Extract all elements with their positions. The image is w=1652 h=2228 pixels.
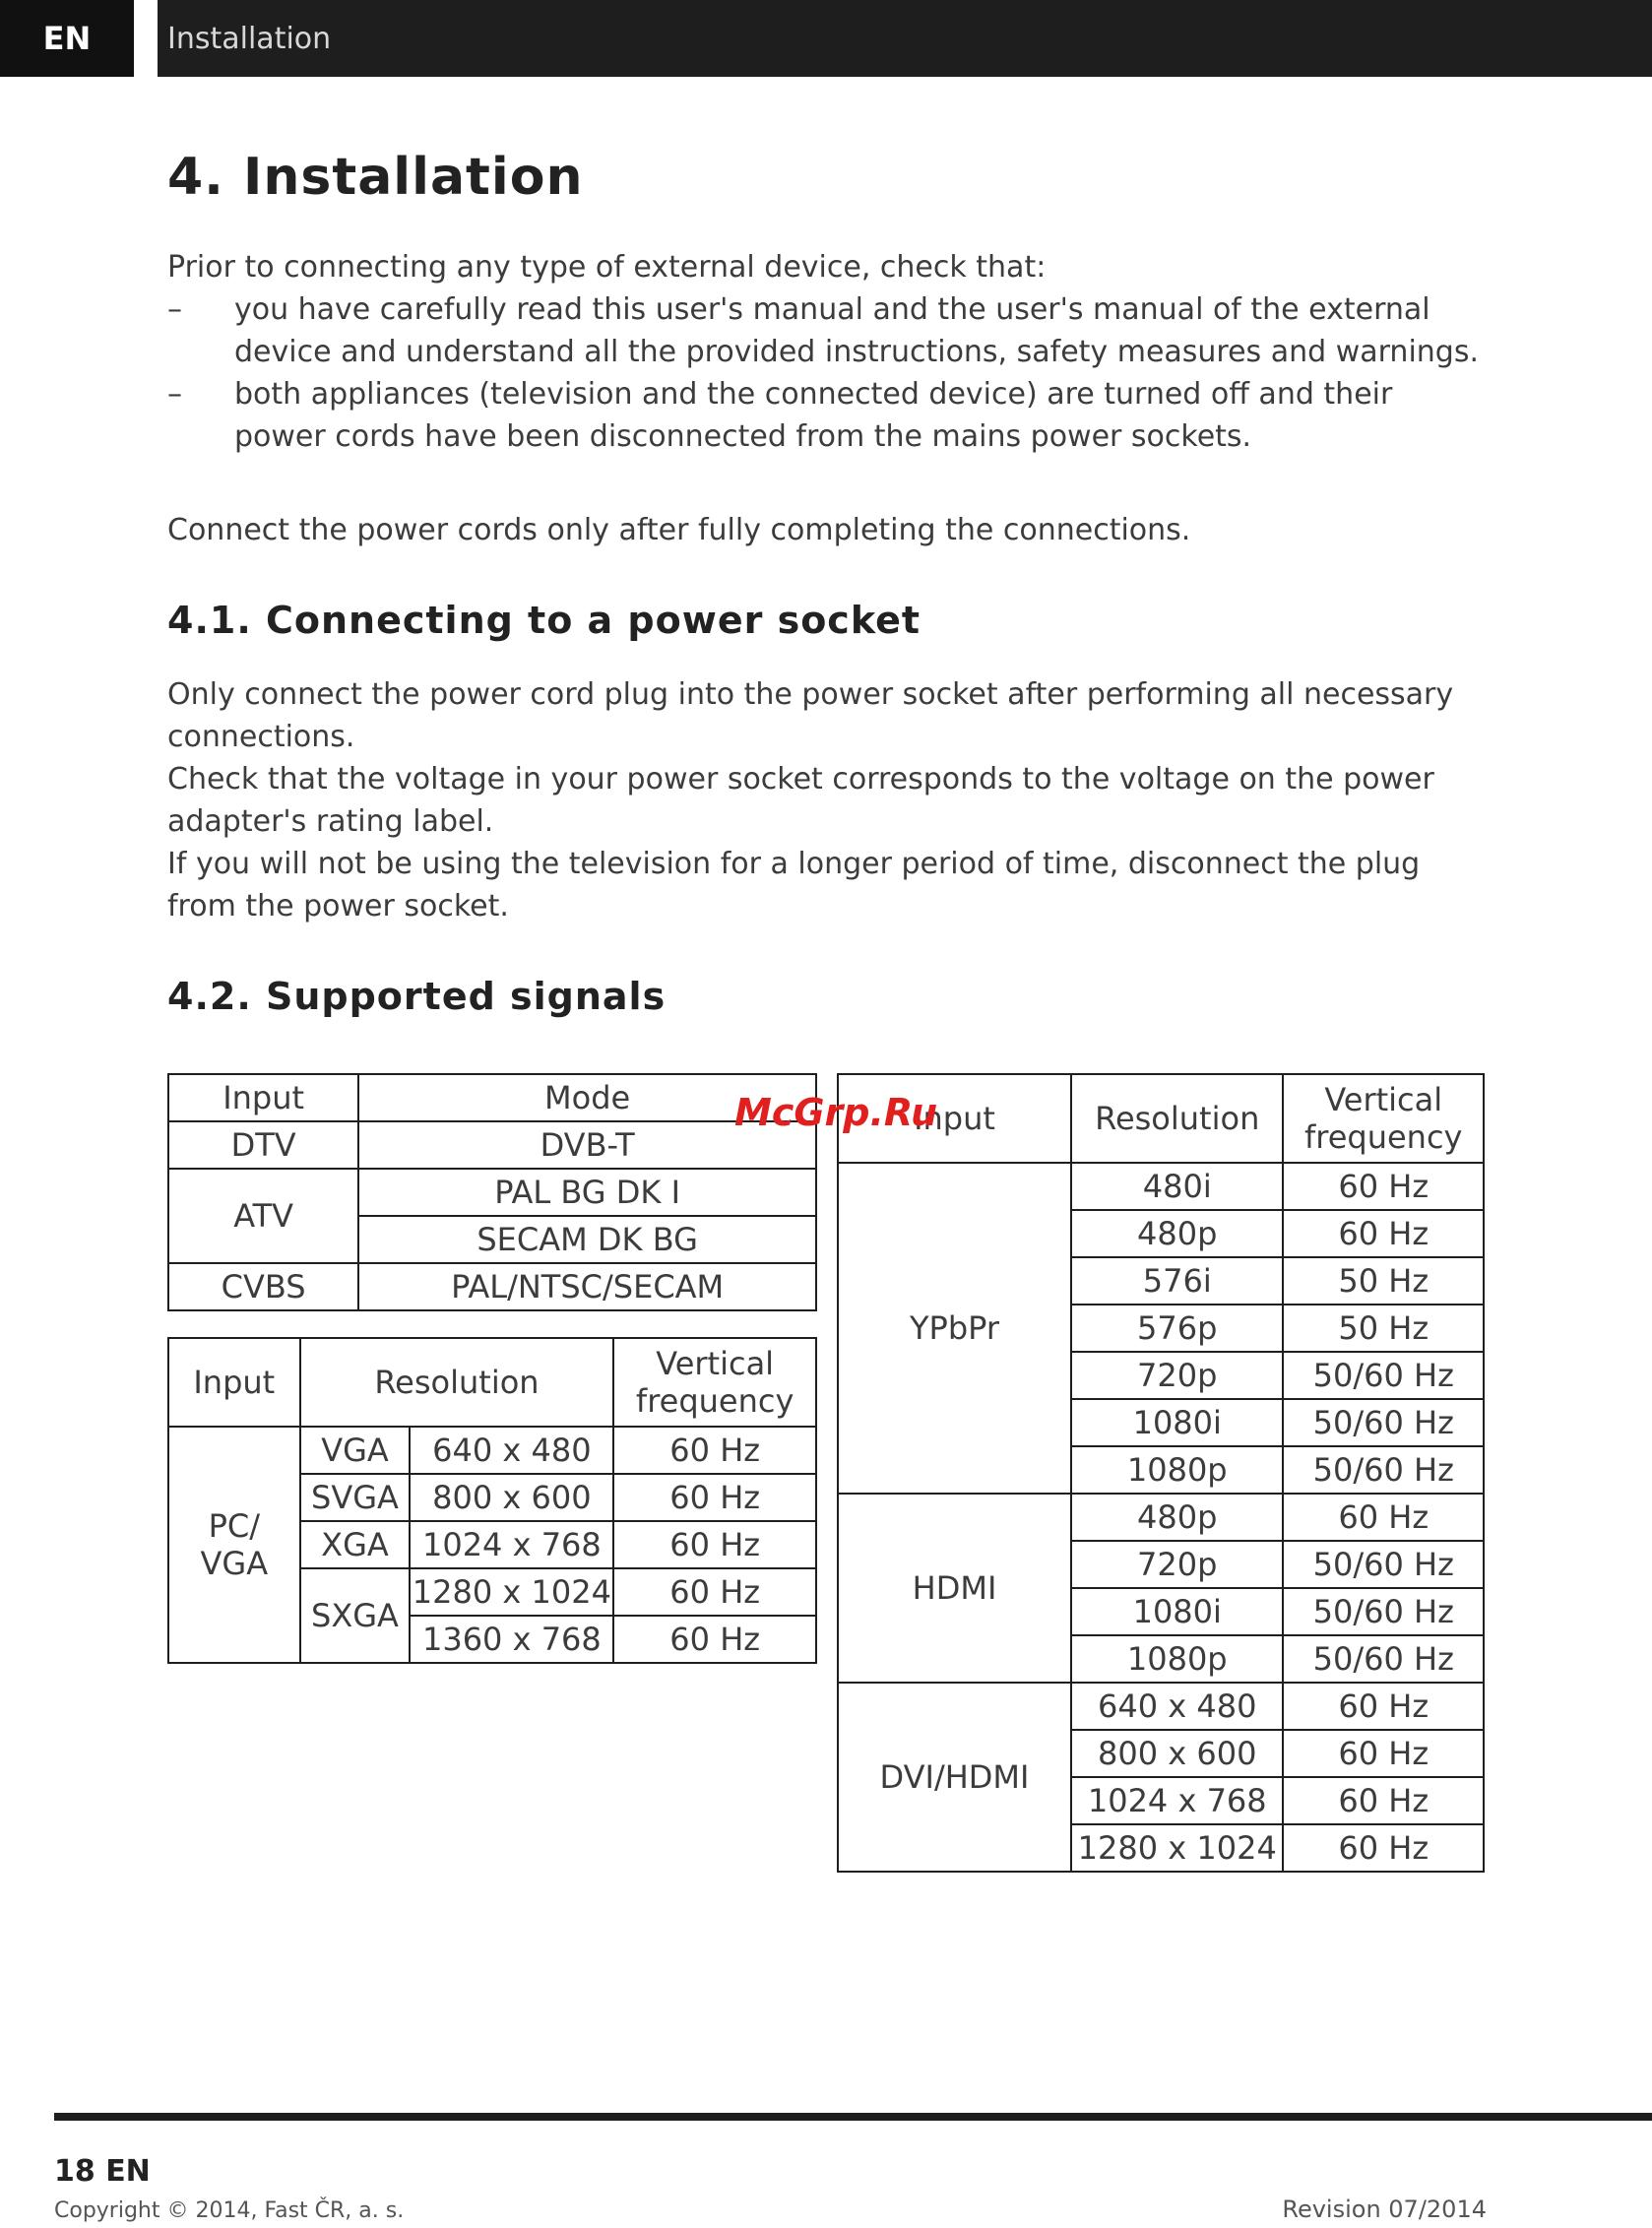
table-cell: 720p [1071,1352,1283,1399]
table-cell: 60 Hz [613,1616,816,1663]
table-cell: 480p [1071,1494,1283,1541]
table-cell: 1080p [1071,1446,1283,1494]
paragraph: Only connect the power cord plug into the power socket after performing all necessary connections. [167,677,1454,754]
table-cell: 800 x 600 [1071,1730,1283,1777]
list-item-text: both appliances (television and the connected device) are turned off and their power cords have been disconnected from the mains power sockets. [234,377,1393,454]
table-header: Input [168,1074,358,1121]
table-cell: 576p [1071,1305,1283,1352]
pc-table [167,1337,817,1664]
header-bar [0,0,1652,77]
table-cell: 50/60 Hz [1283,1446,1484,1494]
table-row [168,1074,816,1121]
table-cell: 50/60 Hz [1283,1399,1484,1446]
list-item-text: you have carefully read this user's manual and the user's manual of the external device and understand all the provided instructions, safety measures and warnings. [234,292,1479,369]
watermark: McGrp.Ru [734,1091,938,1134]
copyright: Copyright © 2014, Fast ČR, a. s. [54,2198,405,2223]
table-header: Mode [358,1074,816,1121]
table-cell: CVBS [168,1263,358,1310]
table-header: Vertical frequency [1283,1074,1484,1163]
table-header: Vertical frequency [613,1338,816,1427]
table-cell: 60 Hz [1283,1210,1484,1257]
table-cell: XGA [300,1521,411,1568]
table-cell: 1280 x 1024 [410,1568,613,1616]
main-content [167,148,1487,1018]
table-cell: 1024 x 768 [410,1521,613,1568]
table-cell: 50/60 Hz [1283,1635,1484,1683]
page-number: 18 EN [54,2154,151,2189]
table-cell: 60 Hz [1283,1683,1484,1730]
table-row [838,1683,1484,1730]
footer-divider [54,2113,1652,2121]
table-cell: SVGA [300,1474,411,1521]
section-title-4-1: 4.1. Connecting to a power socket [167,599,921,642]
paragraph: Check that the voltage in your power socket corresponds to the voltage on the power adapter's rating label. [167,762,1434,839]
table-cell: YPbPr [838,1163,1071,1494]
table-cell: 60 Hz [613,1521,816,1568]
table-cell: DVB-T [358,1121,816,1169]
page-title: 4. Installation [167,148,584,207]
table-cell: PC/ VGA [168,1427,300,1663]
table-cell: 800 x 600 [410,1474,613,1521]
table-cell: 50 Hz [1283,1257,1484,1305]
table-cell: 50/60 Hz [1283,1541,1484,1588]
language-tag: EN [0,0,134,77]
table-cell: SECAM DK BG [358,1216,816,1263]
table-cell: 50/60 Hz [1283,1588,1484,1635]
table-cell: ATV [168,1169,358,1263]
paragraph: If you will not be using the television for a longer period of time, disconnect the plug from the power socket. [167,847,1421,923]
table-cell: 480p [1071,1210,1283,1257]
table-cell: 60 Hz [613,1474,816,1521]
table-header: Resolution [300,1338,614,1427]
table-row [838,1163,1484,1210]
table-cell: HDMI [838,1494,1071,1683]
note-text: Connect the power cords only after fully completing the connections. [167,513,1191,547]
table-cell: SXGA [300,1568,411,1663]
section-title-4-2: 4.2. Supported signals [167,975,667,1018]
table-cell: 480i [1071,1163,1283,1210]
table-row [168,1169,816,1216]
list-item [167,373,1487,458]
table-cell: 60 Hz [1283,1494,1484,1541]
table-cell: VGA [300,1427,411,1474]
table-cell: PAL BG DK I [358,1169,816,1216]
list-item [167,288,1487,373]
table-header: Input [168,1338,300,1427]
intro-text: Prior to connecting any type of external device, check that: [167,250,1047,285]
table-cell: 60 Hz [1283,1824,1484,1872]
table-row [168,1338,816,1427]
check-list [167,288,1487,458]
dash-mark: – [167,292,182,327]
table-cell: DTV [168,1121,358,1169]
table-cell: 1080i [1071,1399,1283,1446]
table-header: Input [838,1074,1071,1163]
table-row [168,1263,816,1310]
table-row [168,1427,816,1474]
table-row [168,1121,816,1169]
table-cell: 1360 x 768 [410,1616,613,1663]
table-cell: DVI/HDMI [838,1683,1071,1872]
table-cell: 60 Hz [1283,1730,1484,1777]
table-cell: 720p [1071,1541,1283,1588]
section-label: Installation [167,22,332,56]
table-cell: 1080p [1071,1635,1283,1683]
av-table [837,1073,1485,1873]
table-header: Resolution [1071,1074,1283,1163]
table-cell: 60 Hz [1283,1777,1484,1824]
table-cell: 50/60 Hz [1283,1352,1484,1399]
table-cell: 1024 x 768 [1071,1777,1283,1824]
table-cell: 640 x 480 [1071,1683,1283,1730]
dash-mark: – [167,377,182,412]
table-row [838,1494,1484,1541]
header-gap [134,0,158,77]
table-cell: 50 Hz [1283,1305,1484,1352]
table-cell: 640 x 480 [410,1427,613,1474]
table-cell: 576i [1071,1257,1283,1305]
table-cell: 60 Hz [613,1427,816,1474]
mode-table [167,1073,817,1311]
table-cell: PAL/NTSC/SECAM [358,1263,816,1310]
table-cell: 1080i [1071,1588,1283,1635]
table-cell: 60 Hz [613,1568,816,1616]
table-cell: 1280 x 1024 [1071,1824,1283,1872]
table-cell: 60 Hz [1283,1163,1484,1210]
revision: Revision 07/2014 [1282,2196,1487,2223]
